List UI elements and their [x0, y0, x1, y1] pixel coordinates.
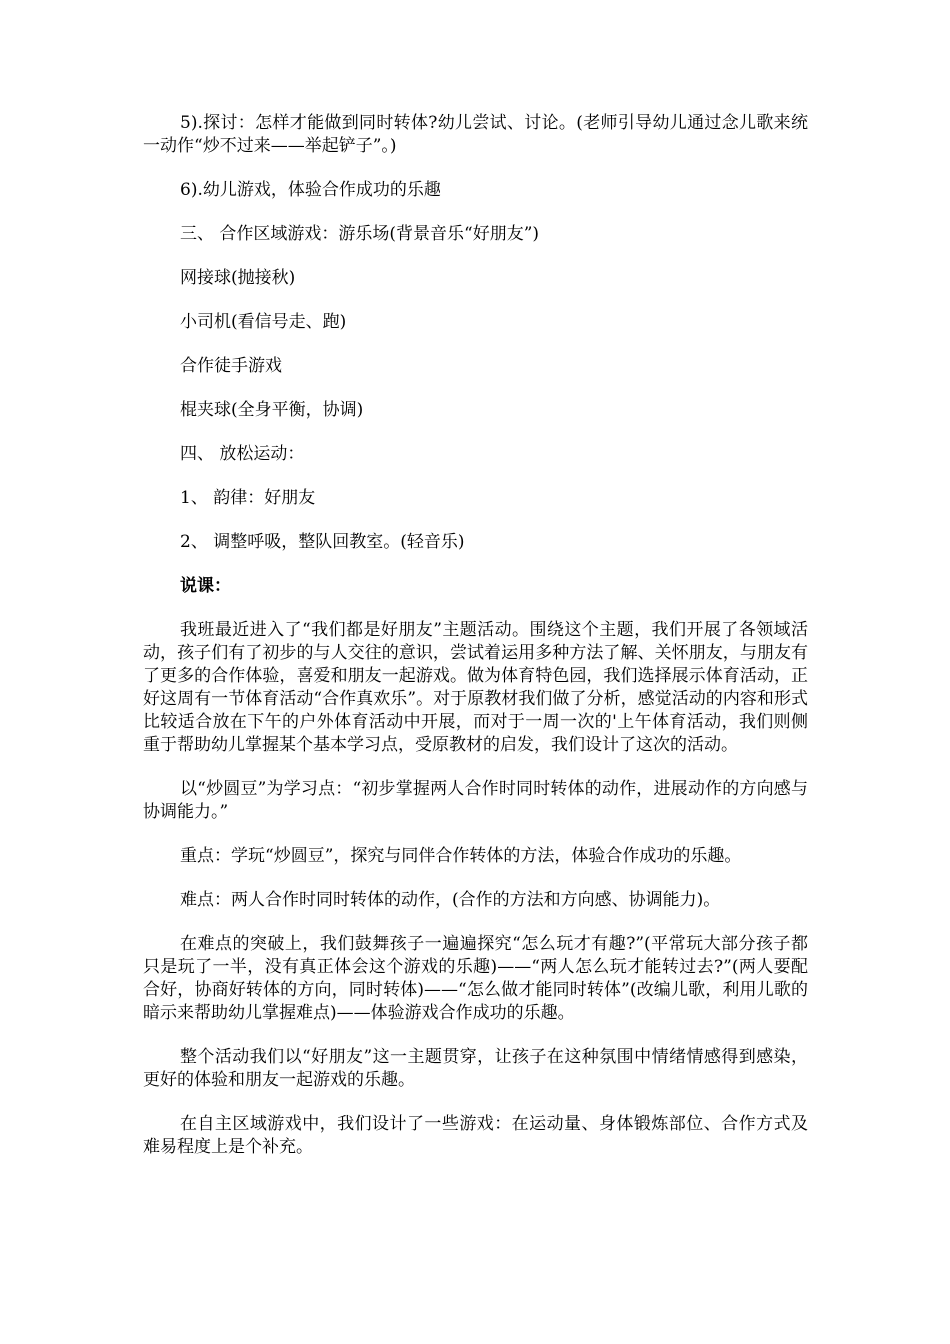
paragraph-key-point: 重点：学玩“炒圆豆”，探究与同伴合作转体的方法，体验合作成功的乐趣。 — [180, 846, 742, 866]
document-body — [143, 112, 808, 1159]
paragraph-step-6: 6).幼儿游戏，体验合作成功的乐趣 — [180, 180, 441, 200]
paragraph-breakthrough: 在难点的突破上，我们鼓舞孩子一遍遍探究“怎么玩才有趣?”(平常玩大部分孩子都只是玩了一半，没有真正体会这个游戏的乐趣)——“两人怎么玩才能转过去?”(两人要配合好，协商好转体的方向，同时转体)——“怎么做才能同时转体”(改编儿歌，利用儿歌的暗示来帮助幼儿掌握难点)——体验游戏合作成功的乐趣。 — [143, 934, 808, 1023]
paragraph-difficulty: 难点：两人合作时同时转体的动作，(合作的方法和方向感、协调能力)。 — [180, 890, 721, 910]
heading-lesson-explanation: 说课： — [180, 576, 231, 596]
list-item-breathing: 2、 调整呼吸，整队回教室。(轻音乐) — [180, 532, 465, 552]
paragraph-step-5: 5).探讨：怎样才能做到同时转体?幼儿尝试、讨论。(老师引导幼儿通过念儿歌来统一动作“炒不过来——举起铲子”。) — [143, 113, 808, 156]
list-item-rhythm: 1、 韵律：好朋友 — [180, 488, 316, 508]
list-item-barehand-games: 合作徒手游戏 — [180, 356, 282, 376]
list-item-little-driver: 小司机(看信号走、跑) — [180, 312, 347, 332]
heading-relaxation: 四、 放松运动： — [180, 444, 305, 464]
paragraph-learning-point: 以“炒圆豆”为学习点：“初步掌握两人合作时同时转体的动作，进展动作的方向感与协调能力。” — [143, 779, 808, 822]
paragraph-area-games: 在自主区域游戏中，我们设计了一些游戏：在运动量、身体锻炼部位、合作方式及难易程度上是个补充。 — [143, 1114, 808, 1157]
list-item-net-catch: 网接球(抛接秋) — [180, 268, 296, 288]
heading-cooperative-games: 三、 合作区域游戏：游乐场(背景音乐“好朋友”) — [180, 224, 540, 244]
paragraph-theme: 整个活动我们以“好朋友”这一主题贯穿，让孩子在这种氛围中情绪情感得到感染，更好的体验和朋友一起游戏的乐趣。 — [143, 1047, 808, 1090]
paragraph-intro: 我班最近进入了“我们都是好朋友”主题活动。围绕这个主题，我们开展了各领域活动，孩子们有了初步的与人交往的意识，尝试着运用多种方法了解、关怀朋友，与朋友有了更多的合作体验，喜爱和朋友一起游戏。做为体育特色园，我们选择展示体育活动，正好这周有一节体育活动“合作真欢乐”。对于原教材我们做了分析，感觉活动的内容和形式比较适合放在下午的户外体育活动中开展，而对于一周一次的'上午体育活动，我们则侧重于帮助幼儿掌握某个基本学习点，受原教材的启发，我们设计了这次的活动。 — [143, 620, 808, 755]
list-item-stick-ball: 棍夹球(全身平衡，协调) — [180, 400, 364, 420]
